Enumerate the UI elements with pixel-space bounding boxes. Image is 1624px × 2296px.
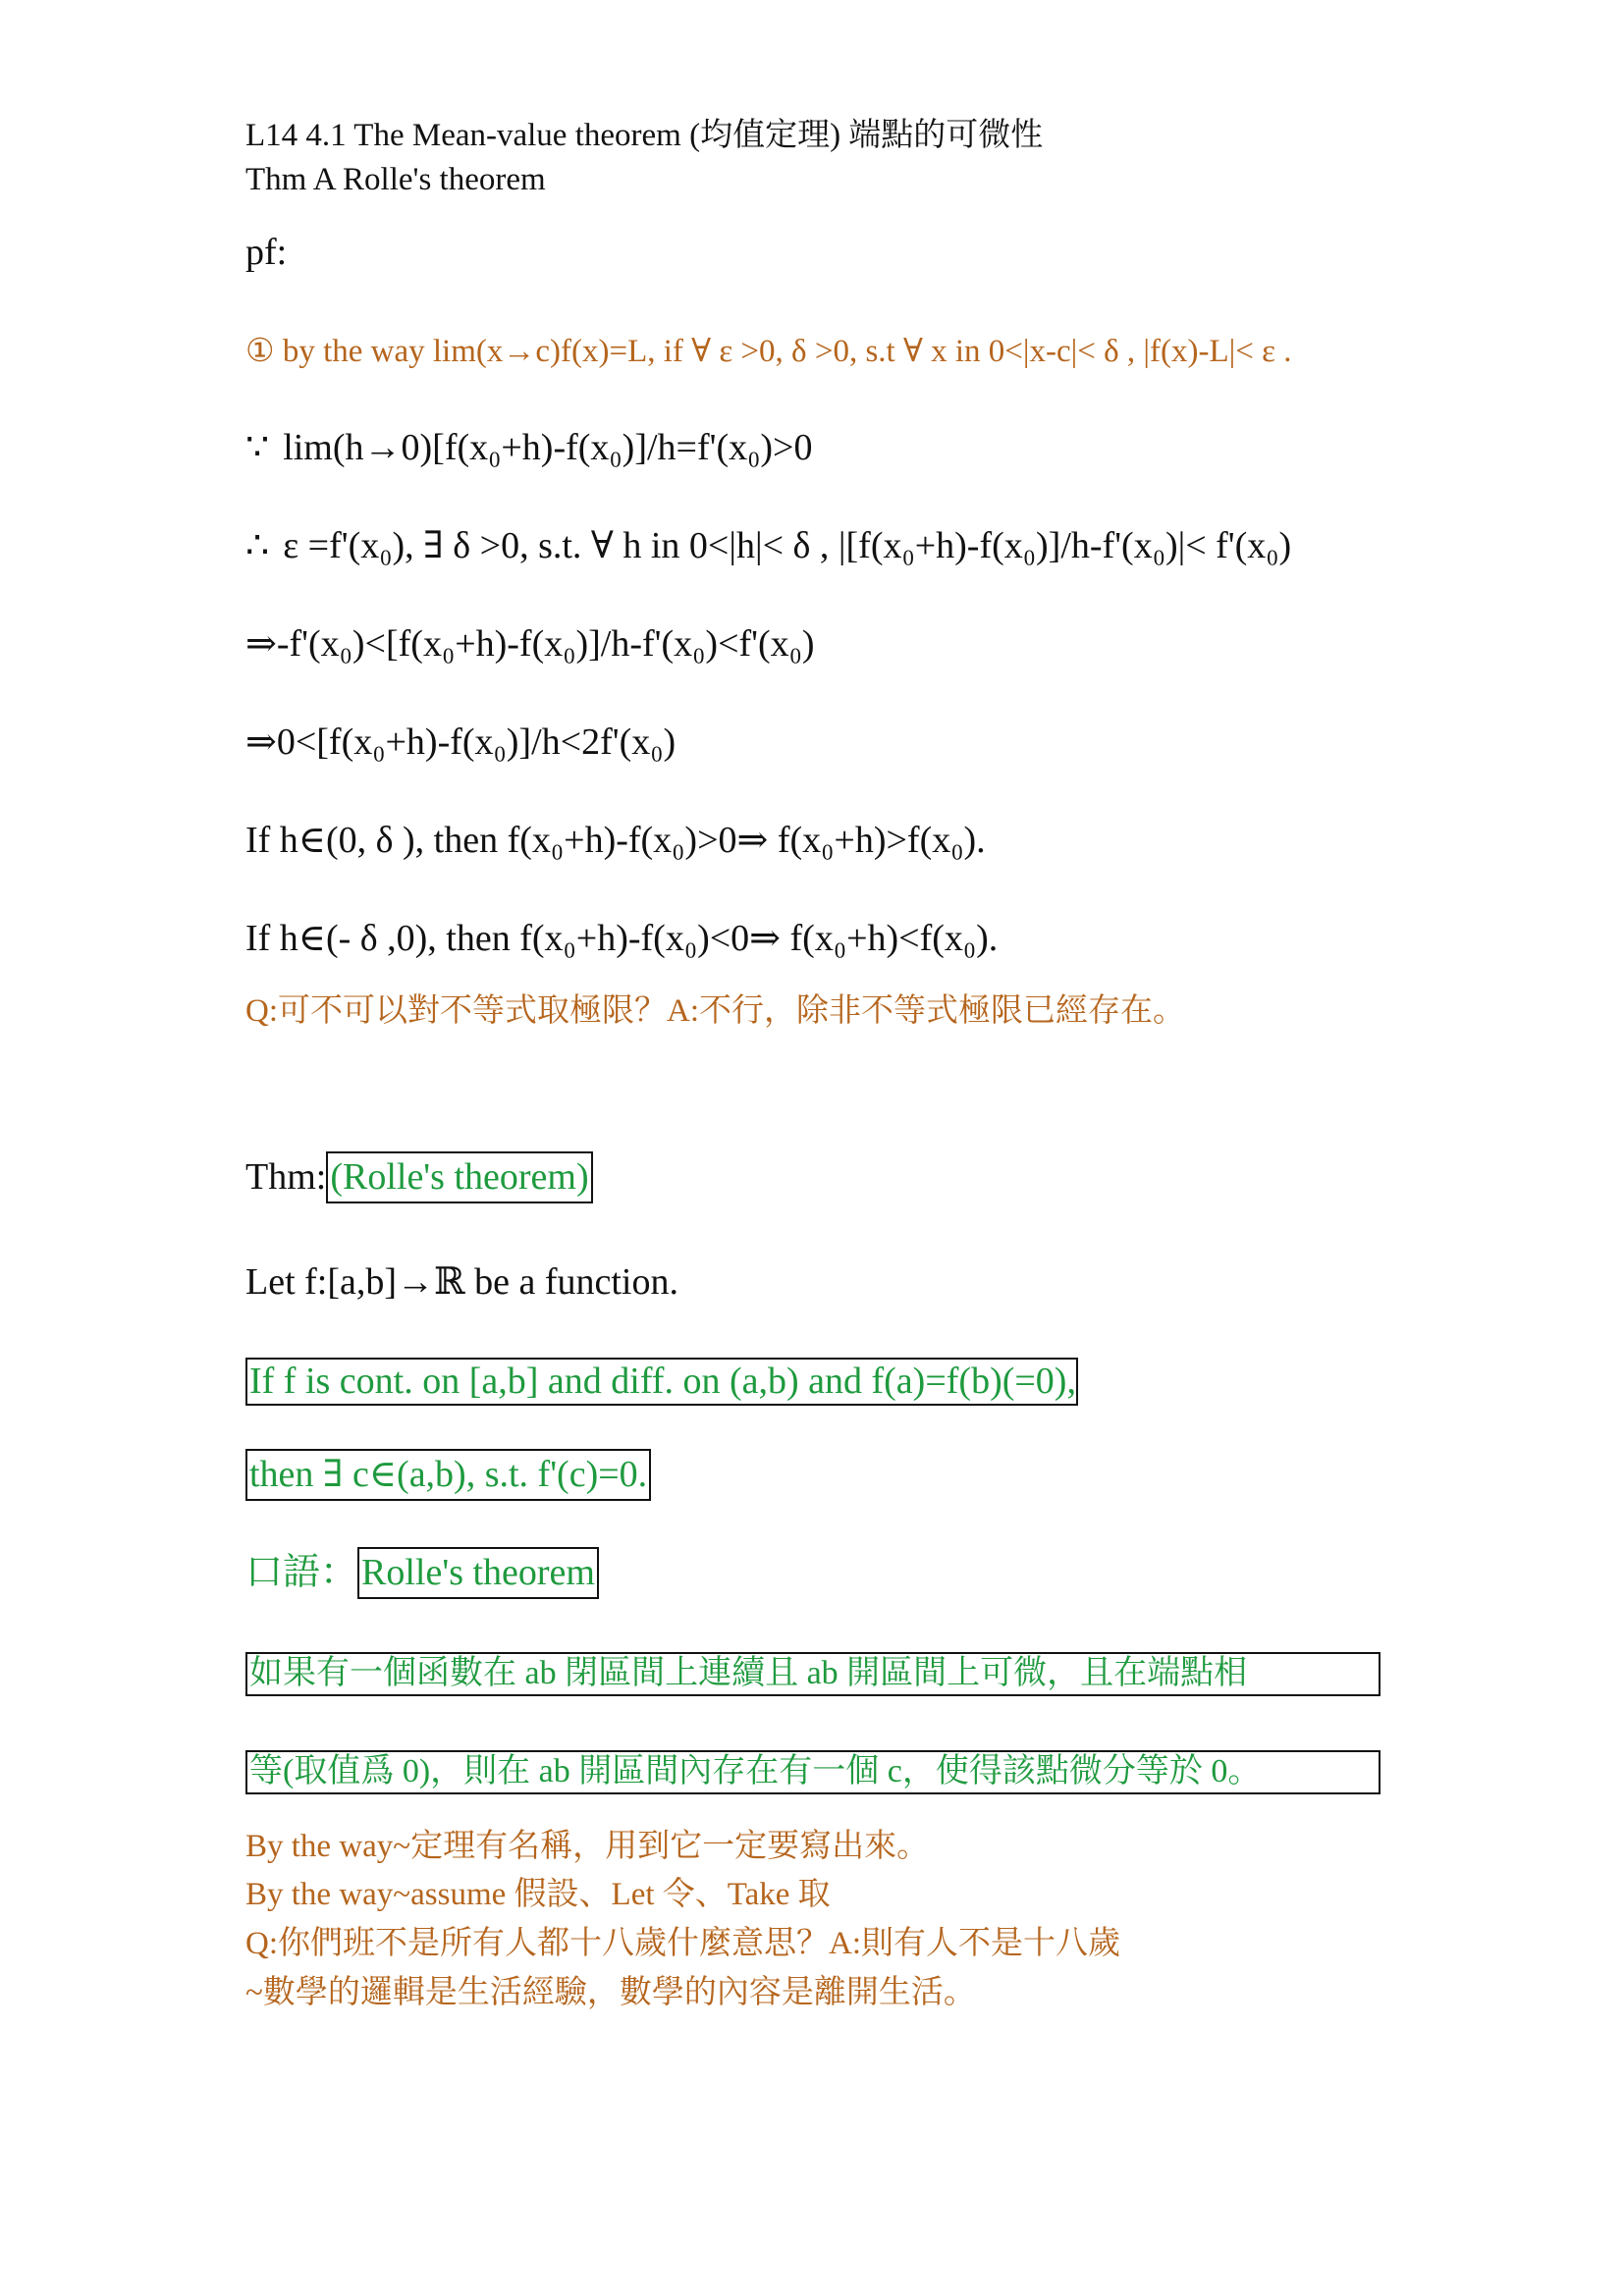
spoken-name-box: Rolle's theorem — [357, 1547, 599, 1599]
therefore-symbol: ∴ — [245, 525, 270, 566]
note-logic-question: Q:你們班不是所有人都十八歲什麼意思？A:則有人不是十八歲 — [245, 1926, 1120, 1961]
spoken-explanation-line-2: 等(取值爲 0)，則在 ab 開區間內存在有一個 c，使得該點微分等於 0。 — [245, 1750, 1380, 1794]
limit-definition-note: ① by the way lim(x→c)f(x)=L, if ∀ ε >0, δ >0, s.t ∀ x in 0<|x-c|< δ , |f(x)-L|< ε . — [245, 334, 1292, 369]
lecture-title: L14 4.1 The Mean-value theorem (均值定理) 端點的可微性 — [245, 118, 1044, 153]
proof-step-5: If h∈(0, δ ), then f(x₀+h)-f(x₀)>0⇒ f(x₀+h)>f(x₀). — [245, 820, 986, 861]
spoken-explanation-line-1: 如果有一個函數在 ab 閉區間上連續且 ab 開區間上可微，且在端點相 — [245, 1652, 1380, 1696]
note-math-logic: ~數學的邏輯是生活經驗，數學的內容是離開生活。 — [245, 1975, 976, 2010]
limit-question-note: Q:可不可以對不等式取極限？A:不行，除非不等式極限已經存在。 — [245, 993, 1185, 1029]
theorem-label: Thm: — [245, 1156, 327, 1198]
theorem-statement-title — [245, 1158, 593, 1196]
theorem-heading: Thm A Rolle's theorem — [245, 162, 546, 197]
proof-step-3: ⇒-f'(x₀)<[f(x₀+h)-f(x₀)]/h-f'(x₀)<f'(x₀) — [245, 623, 815, 665]
theorem-conclusion-box: then ∃ c∈(a,b), s.t. f'(c)=0. — [245, 1449, 651, 1501]
proof-step-4: ⇒0<[f(x₀+h)-f(x₀)]/h<2f'(x₀) — [245, 721, 677, 763]
spoken-label: 口語： — [245, 1552, 358, 1593]
spoken-version — [245, 1554, 599, 1591]
spoken-line-2-wrap — [245, 1750, 1380, 1801]
theorem-condition-box: If f is cont. on [a,b] and diff. on (a,b) and f(a)=f(b)(=0), — [245, 1358, 1078, 1406]
theorem-let-line: Let f:[a,b]→ℝ be a function. — [245, 1261, 678, 1303]
theorem-name-box: (Rolle's theorem) — [326, 1151, 592, 1203]
proof-label: pf: — [245, 232, 288, 273]
note-theorem-name: By the way~定理有名稱，用到它一定要寫出來。 — [245, 1829, 930, 1864]
proof-step-6: If h∈(- δ ,0), then f(x₀+h)-f(x₀)<0⇒ f(x₀+h)<f(x₀). — [245, 918, 999, 959]
proof-step-1-text: lim(h→0)[f(x₀+h)-f(x₀)]/h=f'(x₀)>0 — [283, 427, 813, 468]
because-symbol: ∵ — [245, 427, 270, 468]
spoken-line-1-wrap — [245, 1652, 1380, 1703]
theorem-conclusion-wrap — [245, 1456, 651, 1493]
note-vocabulary: By the way~assume 假設、Let 令、Take 取 — [245, 1877, 831, 1912]
theorem-condition-wrap — [245, 1358, 1078, 1406]
proof-step-2-text: ε =f'(x₀), ∃ δ >0, s.t. ∀ h in 0<|h|< δ , |[f(x₀+h)-f(x₀)]/h-f'(x₀)|< f'(x₀) — [283, 525, 1292, 566]
proof-step-2 — [245, 527, 1291, 564]
proof-step-1 — [245, 429, 812, 466]
